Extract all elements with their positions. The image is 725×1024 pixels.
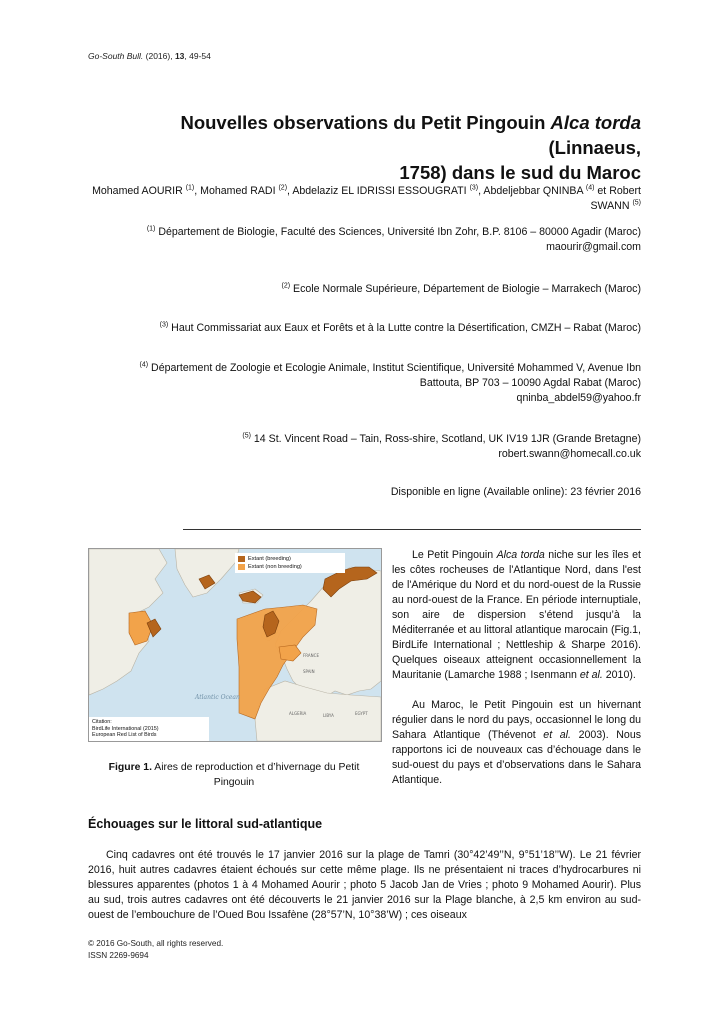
title-part2: (Linnaeus, [548, 137, 641, 158]
footer-copyright: © 2016 Go-South, all rights reserved. [88, 939, 224, 948]
journal-volume: 13 [174, 51, 185, 61]
breeding-swatch [238, 556, 245, 562]
citation-line1: BirdLife International (2015) [92, 725, 159, 732]
author-4-sup: (4) [585, 184, 595, 192]
affiliation-1 [88, 225, 641, 255]
map-label-france: FRANCE [303, 653, 319, 658]
intro-column [392, 548, 641, 788]
aff1-email[interactable]: maourir@gmail.com [546, 241, 641, 253]
aff2-text: Ecole Normale Supérieure, Département de Biologie – Marrakech (Maroc) [290, 283, 641, 295]
aff5-text: 14 St. Vincent Road – Tain, Ross-shire, Scotland, UK IV19 1JR (Grande Bretagne) [250, 433, 641, 445]
title-part1: Nouvelles observations du Petit Pingouin [180, 112, 551, 133]
affiliation-5 [88, 432, 641, 462]
intro-p2-a: Au Maroc, le Petit Pingouin est un hivernant régulier dans le nord du pays, occasionnel le long du Sahara Atlantique (Thévenot [392, 699, 641, 741]
caption-label: Figure 1. [108, 762, 152, 773]
section-divider [183, 529, 641, 530]
author-3-sup: (3) [469, 184, 479, 192]
aff5-sup: (5) [242, 432, 251, 440]
author-3: , Abdelaziz EL IDRISSI ESSOUGRATI [287, 185, 467, 197]
legend-breeding [238, 555, 342, 563]
aff4-text: Département de Zoologie et Ecologie Animale, Institut Scientifique, Université Mohammed V, Avenue Ibn [148, 362, 641, 374]
map-legend [235, 553, 345, 573]
aff1-text: Département de Biologie, Faculté des Sciences, Université Ibn Zohr, B.P. 8106 – 80000 Agadir (Maroc) [155, 226, 641, 238]
intro-paragraph-1 [392, 548, 641, 683]
aff5-email[interactable]: robert.swann@homecall.co.uk [498, 448, 641, 460]
affiliation-2 [88, 282, 641, 297]
ocean-label: Atlantic Ocean [195, 694, 240, 701]
intro-p2-b: 2003). Nous rapportons ici de nouveaux cas d’échouage dans le sud-ouest du pays et d’observations dans le Sahara Atlantique. [392, 729, 642, 786]
intro-paragraph-2 [392, 698, 641, 788]
citation-line2: European Red List of Birds [92, 732, 157, 739]
aff4-email[interactable]: qninba_abdel59@yahoo.fr [516, 392, 641, 404]
title-line2: 1758) dans le sud du Maroc [399, 162, 641, 183]
legend-nonbreeding [238, 563, 342, 571]
body-text [88, 848, 641, 923]
map-citation [89, 717, 209, 741]
aff1-sup: (1) [146, 225, 156, 233]
aff4-sup: (4) [139, 361, 149, 369]
author-5: et Robert [594, 185, 641, 197]
affiliation-4 [88, 361, 641, 406]
caption-text: Aires de reproduction et d’hivernage du Petit Pingouin [151, 762, 360, 788]
aff2-sup: (2) [281, 282, 291, 290]
aff3-sup: (3) [159, 321, 169, 329]
footer-issn: ISSN 2269-9694 [88, 951, 149, 960]
affiliation-3 [88, 321, 641, 336]
article-title [88, 110, 641, 185]
range-map [89, 549, 381, 741]
body-paragraph-1: Cinq cadavres ont été trouvés le 17 janvier 2016 sur la plage de Tamri (30°42’49’’N, 9°51’18’’W). Le 21 février 2016, huit autres cadavres étaient échoués sur cette même plage. Ils ne présentaient ni traces d’hydrocarbures ni blessures apparentes (photos 1 à 4 Mohamed Aourir ; photo 5 Jacob Jan de Vries ; photo 9 Mohamed Aourir). Plus au sud, trois autres cadavres ont été découverts le 21 janvier 2016 sur la Plage blanche, à 2,5 km environ au sud-ouest de l’embouchure de l’Oued Bou Issafène (28°57’N, 10°38’W) ; ces oiseaux [88, 849, 641, 921]
intro-p1-b: niche sur les îles et les côtes rocheuses de l'Atlantique Nord, dans l'est de l'Amérique du Nord et du nord-ouest de la Russie au nord-ouest de la France. En période internuptiale, son aire de dispersion s’étend jusqu’à la Méditerranée et au littoral atlantique marocain (Fig.1, BirdLife International ; Nettleship & Sharpe 2016). Quelques oiseaux atteignent occasionnellement la Mauritanie (Lamarche 1988 ; Isenmann [392, 549, 642, 681]
author-1: Mohamed AOURIR [92, 185, 183, 197]
journal-year: (2016), [143, 51, 175, 61]
author-4: , Abdeljebbar QNINBA [478, 185, 583, 197]
journal-pages: , 49-54 [184, 51, 211, 61]
author-5-sup: (5) [632, 199, 641, 207]
journal-header [88, 51, 211, 61]
nonbreeding-swatch [238, 564, 245, 570]
author-list [88, 184, 641, 214]
legend-breeding-label: Extant (breeding) [248, 556, 291, 562]
available-online: Disponible en ligne (Available online): 23 février 2016 [390, 486, 641, 498]
intro-p1-species: Alca torda [496, 549, 545, 561]
intro-p1-etal: et al. [579, 669, 603, 681]
page-footer [88, 938, 223, 962]
title-species: Alca torda [550, 112, 641, 133]
author-5b: SWANN [590, 200, 630, 212]
aff3-text: Haut Commissariat aux Eaux et Forêts et à la Lutte contre la Désertification, CMZH – Rabat (Maroc) [168, 322, 641, 334]
map-label-libya: LIBYA [323, 713, 334, 718]
author-2-sup: (2) [278, 184, 288, 192]
map-label-algeria: ALGERIA [289, 711, 307, 716]
citation-label: Citation: [92, 719, 112, 726]
intro-p2-etal: et al. [543, 729, 571, 741]
figure-caption [88, 760, 380, 790]
section-heading: Échouages sur le littoral sud-atlantique [88, 817, 323, 831]
author-2: , Mohamed RADI [194, 185, 276, 197]
intro-p1-c: 2010). [602, 669, 636, 681]
aff4-text-line2: Battouta, BP 703 – 10090 Agdal Rabat (Maroc) [419, 377, 641, 389]
intro-p1-a: Le Petit Pingouin [412, 549, 497, 561]
journal-name: Go-South Bull. [88, 51, 144, 61]
legend-nonbreeding-label: Extant (non breeding) [248, 564, 302, 570]
map-label-spain: SPAIN [303, 669, 315, 674]
range-map-figure [88, 548, 382, 742]
author-1-sup: (1) [185, 184, 195, 192]
map-label-egypt: EGYPT [355, 711, 368, 716]
